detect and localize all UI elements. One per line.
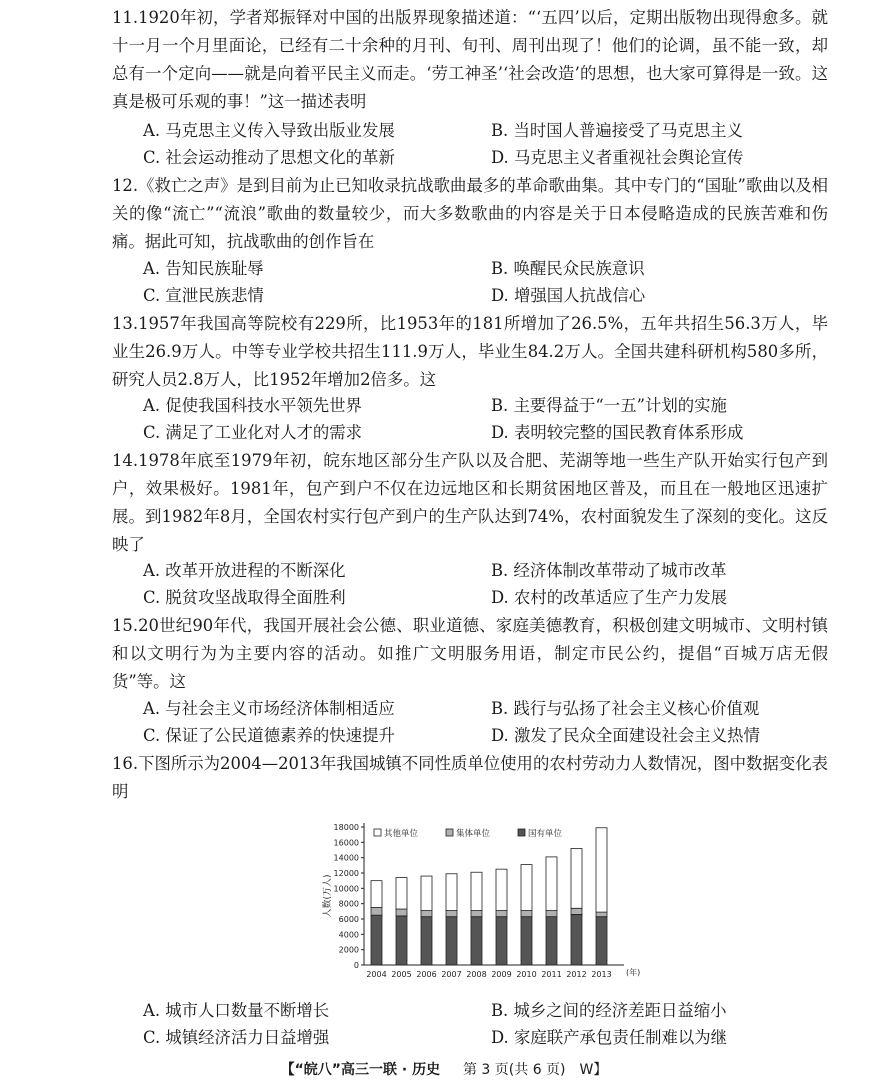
y-tick-label: 10000 <box>333 884 359 894</box>
bar-2012-series-0 <box>571 914 582 965</box>
y-tick-label: 8000 <box>338 899 359 909</box>
option-12-a[interactable]: A. 告知民族耻辱 <box>143 259 264 278</box>
option-16-a[interactable]: A. 城市人口数量不断增长 <box>143 1001 330 1020</box>
labor-chart-svg <box>318 815 658 987</box>
bar-2010-series-0 <box>521 917 532 965</box>
option-13-b[interactable]: B. 主要得益于“一五”计划的实施 <box>491 396 727 415</box>
option-16-b[interactable]: B. 城乡之间的经济差距日益缩小 <box>491 1001 727 1020</box>
legend-swatch <box>374 829 381 836</box>
bar-2005-series-1 <box>396 909 407 916</box>
question-16-options <box>143 997 833 1051</box>
question-11-stem: 11.1920年初，学者郑振铎对中国的出版界现象描述道：“‘五四’以后，定期出版物出现得愈多。就十一月一个月里面论，已经有二十余种的月刊、旬刊、周刊出现了！他们的论调，虽不能一致，却总有一个定向——就是向着平民主义而走。‘劳工神圣’‘社会改造’的思想，也大家可算得是一致。这真是极可乐观的事！”这一描述表明 <box>112 8 828 111</box>
x-tick-label: 2012 <box>566 970 587 979</box>
y-tick-label: 0 <box>353 961 359 970</box>
option-13-a[interactable]: A. 促使我国科技水平领先世界 <box>143 396 362 415</box>
x-tick-label: 2011 <box>541 970 562 979</box>
y-tick-label: 16000 <box>333 838 359 848</box>
y-tick-label: 4000 <box>338 930 359 940</box>
option-11-b[interactable]: B. 当时国人普遍接受了马克思主义 <box>491 121 743 140</box>
page-footer <box>0 1059 888 1079</box>
bar-2011-series-2 <box>546 857 557 911</box>
bar-2008-series-1 <box>471 911 482 917</box>
legend-label: 其他单位 <box>384 829 419 839</box>
option-11-c[interactable]: C. 社会运动推动了思想文化的革新 <box>143 148 395 167</box>
question-13-stem: 13.1957年我国高等院校有229所，比1953年的181所增加了26.5%，五年共招生56.3万人，毕业生26.9万人。中等专业学校共招生111.9万人，毕业生84.2万人。全国共建科研机构580多所，研究人员2.8万人，比1952年增加2倍多。这 <box>112 314 828 389</box>
option-15-d[interactable]: D. 激发了民众全面建设社会主义热情 <box>491 726 760 745</box>
question-12-stem: 12.《救亡之声》是到目前为止已知收录抗战歌曲最多的革命歌曲集。其中专门的“国耻”歌曲以及相关的像“流亡”“流浪”歌曲的数量较少，而大多数歌曲的内容是关于日本侵略造成的民族苦难和伤痛。据此可知，抗战歌曲的创作旨在 <box>112 176 828 251</box>
option-14-a[interactable]: A. 改革开放进程的不断深化 <box>143 561 346 580</box>
bar-2010-series-1 <box>521 911 532 917</box>
question-14-stem: 14.1978年底至1979年初，皖东地区部分生产队以及合肥、芜湖等地一些生产队开始实行包产到户，效果极好。1981年，包产到户不仅在边远地区和长期贫困地区普及，而且在一般地区迅速扩展。到1982年8月，全国农村实行包产到户的生产队达到74%，农村面貌发生了深刻的变化。这反映了 <box>112 451 828 554</box>
y-tick-label: 6000 <box>338 915 359 924</box>
bar-2009-series-0 <box>496 917 507 965</box>
bar-2004-series-1 <box>371 908 382 916</box>
bar-2004-series-2 <box>371 881 382 908</box>
bar-2006-series-2 <box>421 876 432 911</box>
bar-2008-series-2 <box>471 872 482 910</box>
question-13-options <box>143 392 833 446</box>
x-tick-label: 2008 <box>466 970 487 979</box>
legend-swatch <box>446 829 453 836</box>
y-tick-label: 12000 <box>333 869 359 878</box>
legend-label: 集体单位 <box>456 829 491 839</box>
bar-2009-series-2 <box>496 869 507 910</box>
x-tick-label: 2013 <box>591 970 612 979</box>
option-14-d[interactable]: D. 农村的改革适应了生产力发展 <box>491 588 728 607</box>
option-11-d[interactable]: D. 马克思主义者重视社会舆论宣传 <box>491 148 744 167</box>
x-tick-label: 2005 <box>391 970 412 979</box>
bar-2007-series-2 <box>446 874 457 911</box>
bar-2011-series-1 <box>546 911 557 917</box>
question-15-options <box>143 695 833 749</box>
bar-2012-series-2 <box>571 848 582 908</box>
question-16-stem: 16.下图所示为2004—2013年我国城镇不同性质单位使用的农村劳动力人数情况，图中数据变化表明 <box>112 754 828 801</box>
question-11-options <box>143 117 833 171</box>
option-16-c[interactable]: C. 城镇经济活力日益增强 <box>143 1028 330 1047</box>
option-14-b[interactable]: B. 经济体制改革带动了城市改革 <box>491 561 727 580</box>
footer-page-number: 第 3 页(共 6 页) W】 <box>462 1062 608 1078</box>
bar-2009-series-1 <box>496 911 507 917</box>
x-tick-label: 2006 <box>416 970 437 979</box>
x-tick-label: 2010 <box>516 970 537 979</box>
option-12-b[interactable]: B. 唤醒民众民族意识 <box>491 259 645 278</box>
option-11-a[interactable]: A. 马克思主义传入导致出版业发展 <box>143 121 395 140</box>
option-16-d[interactable]: D. 家庭联产承包责任制难以为继 <box>491 1028 728 1047</box>
bar-2013-series-0 <box>596 917 607 965</box>
bar-2007-series-1 <box>446 911 457 917</box>
x-tick-label: 2009 <box>491 970 512 979</box>
question-12-options <box>143 255 833 309</box>
y-tick-label: 14000 <box>333 853 359 863</box>
labor-chart <box>318 815 658 987</box>
option-12-d[interactable]: D. 增强国人抗战信心 <box>491 286 646 305</box>
option-12-c[interactable]: C. 宣泄民族悲情 <box>143 286 264 305</box>
bar-2008-series-0 <box>471 917 482 965</box>
bar-2005-series-0 <box>396 916 407 965</box>
x-axis-unit: (年) <box>626 968 641 977</box>
bar-2006-series-0 <box>421 917 432 965</box>
bar-2004-series-0 <box>371 915 382 965</box>
x-tick-label: 2007 <box>441 970 462 979</box>
option-15-c[interactable]: C. 保证了公民道德素养的快速提升 <box>143 726 395 745</box>
option-13-c[interactable]: C. 满足了工业化对人才的需求 <box>143 423 363 442</box>
y-tick-label: 18000 <box>333 823 359 832</box>
bar-2011-series-0 <box>546 917 557 965</box>
x-tick-label: 2004 <box>366 970 387 979</box>
y-axis-label: 人数(万人) <box>323 874 333 918</box>
bar-2013-series-1 <box>596 912 607 917</box>
option-13-d[interactable]: D. 表明较完整的国民教育体系形成 <box>491 423 744 442</box>
legend-swatch <box>518 829 525 836</box>
question-15-stem: 15.20世纪90年代，我国开展社会公德、职业道德、家庭美德教育，积极创建文明城市、文明村镇和以文明行为为主要内容的活动。如推广文明服务用语，制定市民公约，提倡“百城万店无假货”等。这 <box>112 616 828 691</box>
y-tick-label: 2000 <box>338 945 359 955</box>
option-15-b[interactable]: B. 践行与弘扬了社会主义核心价值观 <box>491 699 760 718</box>
bar-2007-series-0 <box>446 917 457 965</box>
bar-2012-series-1 <box>571 908 582 914</box>
bar-2013-series-2 <box>596 828 607 912</box>
option-15-a[interactable]: A. 与社会主义市场经济体制相适应 <box>143 699 395 718</box>
bar-2005-series-2 <box>396 878 407 909</box>
bar-2010-series-2 <box>521 865 532 911</box>
footer-exam-title: 【“皖八”高三一联 · 历史 <box>280 1062 441 1078</box>
question-14-options <box>143 557 833 611</box>
bar-2006-series-1 <box>421 911 432 917</box>
legend-label: 国有单位 <box>528 829 563 839</box>
option-14-c[interactable]: C. 脱贫攻坚战取得全面胜利 <box>143 588 346 607</box>
